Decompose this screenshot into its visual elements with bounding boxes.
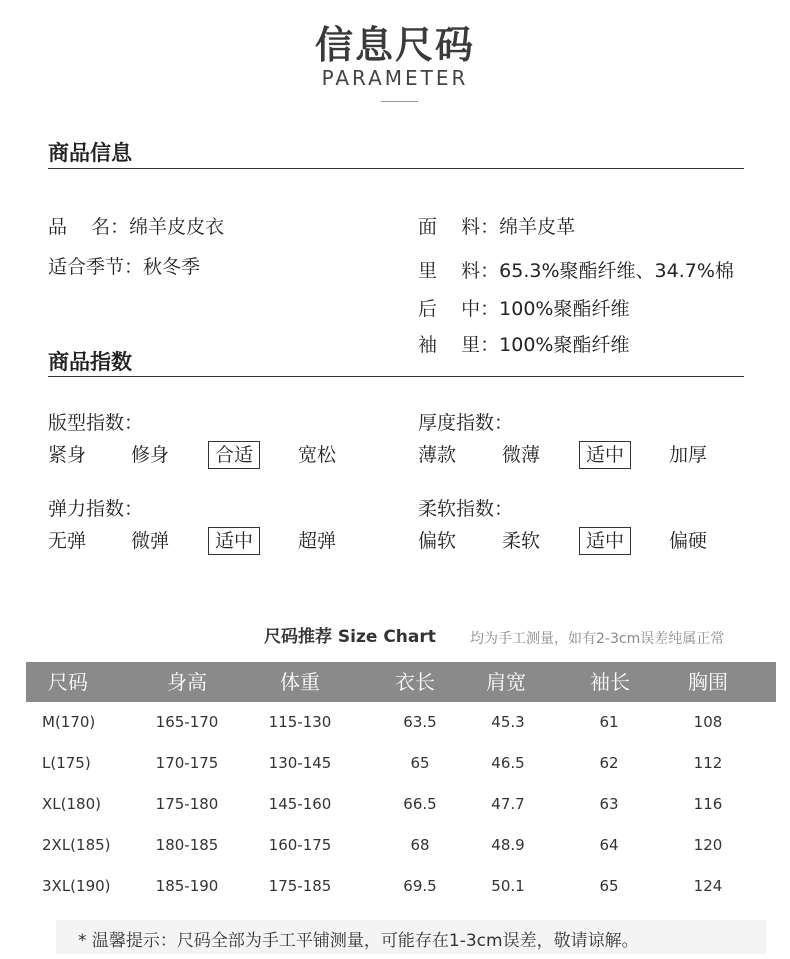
table-cell: 63.5 [403, 713, 437, 731]
info-label: 面 料： [418, 216, 500, 238]
column-header: 体重 [280, 670, 320, 694]
size-chart-title: 尺码推荐 Size Chart [264, 627, 436, 647]
column-header: 肩宽 [486, 670, 526, 694]
index-option-selected: 适中 [579, 441, 631, 469]
table-cell: L(175) [42, 754, 91, 772]
table-cell: 64 [599, 836, 619, 854]
info-item-back [418, 294, 630, 321]
table-cell: 63 [599, 795, 619, 813]
section-divider [48, 168, 744, 169]
table-cell: 68 [410, 836, 430, 854]
table-cell: 3XL(190) [42, 877, 111, 895]
table-row [26, 866, 776, 907]
column-header: 衣长 [395, 670, 435, 694]
table-cell: 116 [693, 795, 723, 813]
info-value: 绵羊皮革 [499, 216, 576, 238]
index-title-softness: 柔软指数： [418, 498, 514, 520]
info-item-lining [418, 256, 734, 283]
title-divider [381, 101, 418, 102]
table-cell: 69.5 [403, 877, 437, 895]
section-title-product-info: 商品信息 [48, 141, 132, 165]
info-value: 100%聚酯纤维 [499, 298, 630, 320]
info-label: 适合季节： [48, 256, 144, 278]
table-cell: 45.3 [491, 713, 525, 731]
index-option: 宽松 [298, 444, 337, 466]
index-option: 紧身 [48, 444, 87, 466]
table-cell: 165-170 [155, 713, 219, 731]
table-cell: 48.9 [491, 836, 525, 854]
index-title-fit: 版型指数： [48, 412, 144, 434]
table-cell: 130-145 [268, 754, 332, 772]
index-option: 薄款 [418, 444, 457, 466]
section-title-product-index: 商品指数 [48, 350, 132, 374]
table-cell: 175-185 [268, 877, 332, 895]
index-title-elasticity: 弹力指数： [48, 498, 144, 520]
table-row [26, 702, 776, 743]
index-option: 偏软 [418, 530, 457, 552]
info-item-fabric [418, 212, 575, 239]
table-row [26, 743, 776, 784]
table-cell: 175-180 [155, 795, 219, 813]
table-cell: 120 [693, 836, 723, 854]
index-option-selected: 合适 [208, 441, 260, 469]
table-cell: 61 [599, 713, 619, 731]
table-cell: 65 [410, 754, 430, 772]
table-cell: 66.5 [403, 795, 437, 813]
table-row [26, 825, 776, 866]
column-header: 尺码 [48, 670, 88, 694]
table-cell: 185-190 [155, 877, 219, 895]
info-item-season [48, 252, 200, 279]
index-option: 无弹 [48, 530, 87, 552]
table-cell: 160-175 [268, 836, 332, 854]
index-option: 加厚 [669, 444, 708, 466]
index-option: 柔软 [502, 530, 541, 552]
table-cell: XL(180) [42, 795, 101, 813]
size-chart-note: 均为手工测量，如有2-3cm误差纯属正常 [470, 631, 725, 647]
footer-note: * 温馨提示：尺码全部为手工平铺测量，可能存在1-3cm误差，敬请谅解。 [78, 931, 639, 951]
table-cell: 145-160 [268, 795, 332, 813]
info-label: 里 料： [418, 260, 500, 282]
index-option: 偏硬 [669, 530, 708, 552]
column-header: 袖长 [590, 670, 630, 694]
table-row [26, 784, 776, 825]
table-cell: 50.1 [491, 877, 525, 895]
info-item-sleeve-lining [418, 330, 630, 357]
table-cell: 180-185 [155, 836, 219, 854]
page-title: 信息尺码 [314, 23, 475, 67]
table-cell: 47.7 [491, 795, 525, 813]
info-item-name [48, 212, 224, 239]
info-value: 绵羊皮皮衣 [129, 216, 225, 238]
index-option: 微薄 [502, 444, 541, 466]
info-value: 100%聚酯纤维 [499, 334, 630, 356]
info-label: 袖 里： [418, 334, 500, 356]
index-option-selected: 适中 [208, 527, 260, 555]
table-cell: 65 [599, 877, 619, 895]
table-cell: 108 [693, 713, 723, 731]
info-value: 秋冬季 [143, 256, 201, 278]
table-cell: 124 [693, 877, 723, 895]
info-value: 65.3%聚酯纤维、34.7%棉 [499, 260, 734, 282]
table-cell: 2XL(185) [42, 836, 111, 854]
table-cell: 170-175 [155, 754, 219, 772]
table-cell: 112 [693, 754, 723, 772]
table-cell: 46.5 [491, 754, 525, 772]
info-label: 品 名： [48, 216, 130, 238]
info-label: 后 中： [418, 298, 500, 320]
index-option-selected: 适中 [579, 527, 631, 555]
page-subtitle: PARAMETER [321, 66, 469, 90]
index-option: 超弹 [298, 530, 337, 552]
section-divider [48, 376, 744, 377]
index-option: 修身 [131, 444, 170, 466]
index-option: 微弹 [131, 530, 170, 552]
table-cell: 62 [599, 754, 619, 772]
table-cell: 115-130 [268, 713, 332, 731]
column-header: 身高 [167, 670, 207, 694]
table-cell: M(170) [42, 713, 96, 731]
column-header: 胸围 [688, 670, 728, 694]
size-table-header [26, 662, 776, 702]
index-title-thickness: 厚度指数： [418, 412, 514, 434]
